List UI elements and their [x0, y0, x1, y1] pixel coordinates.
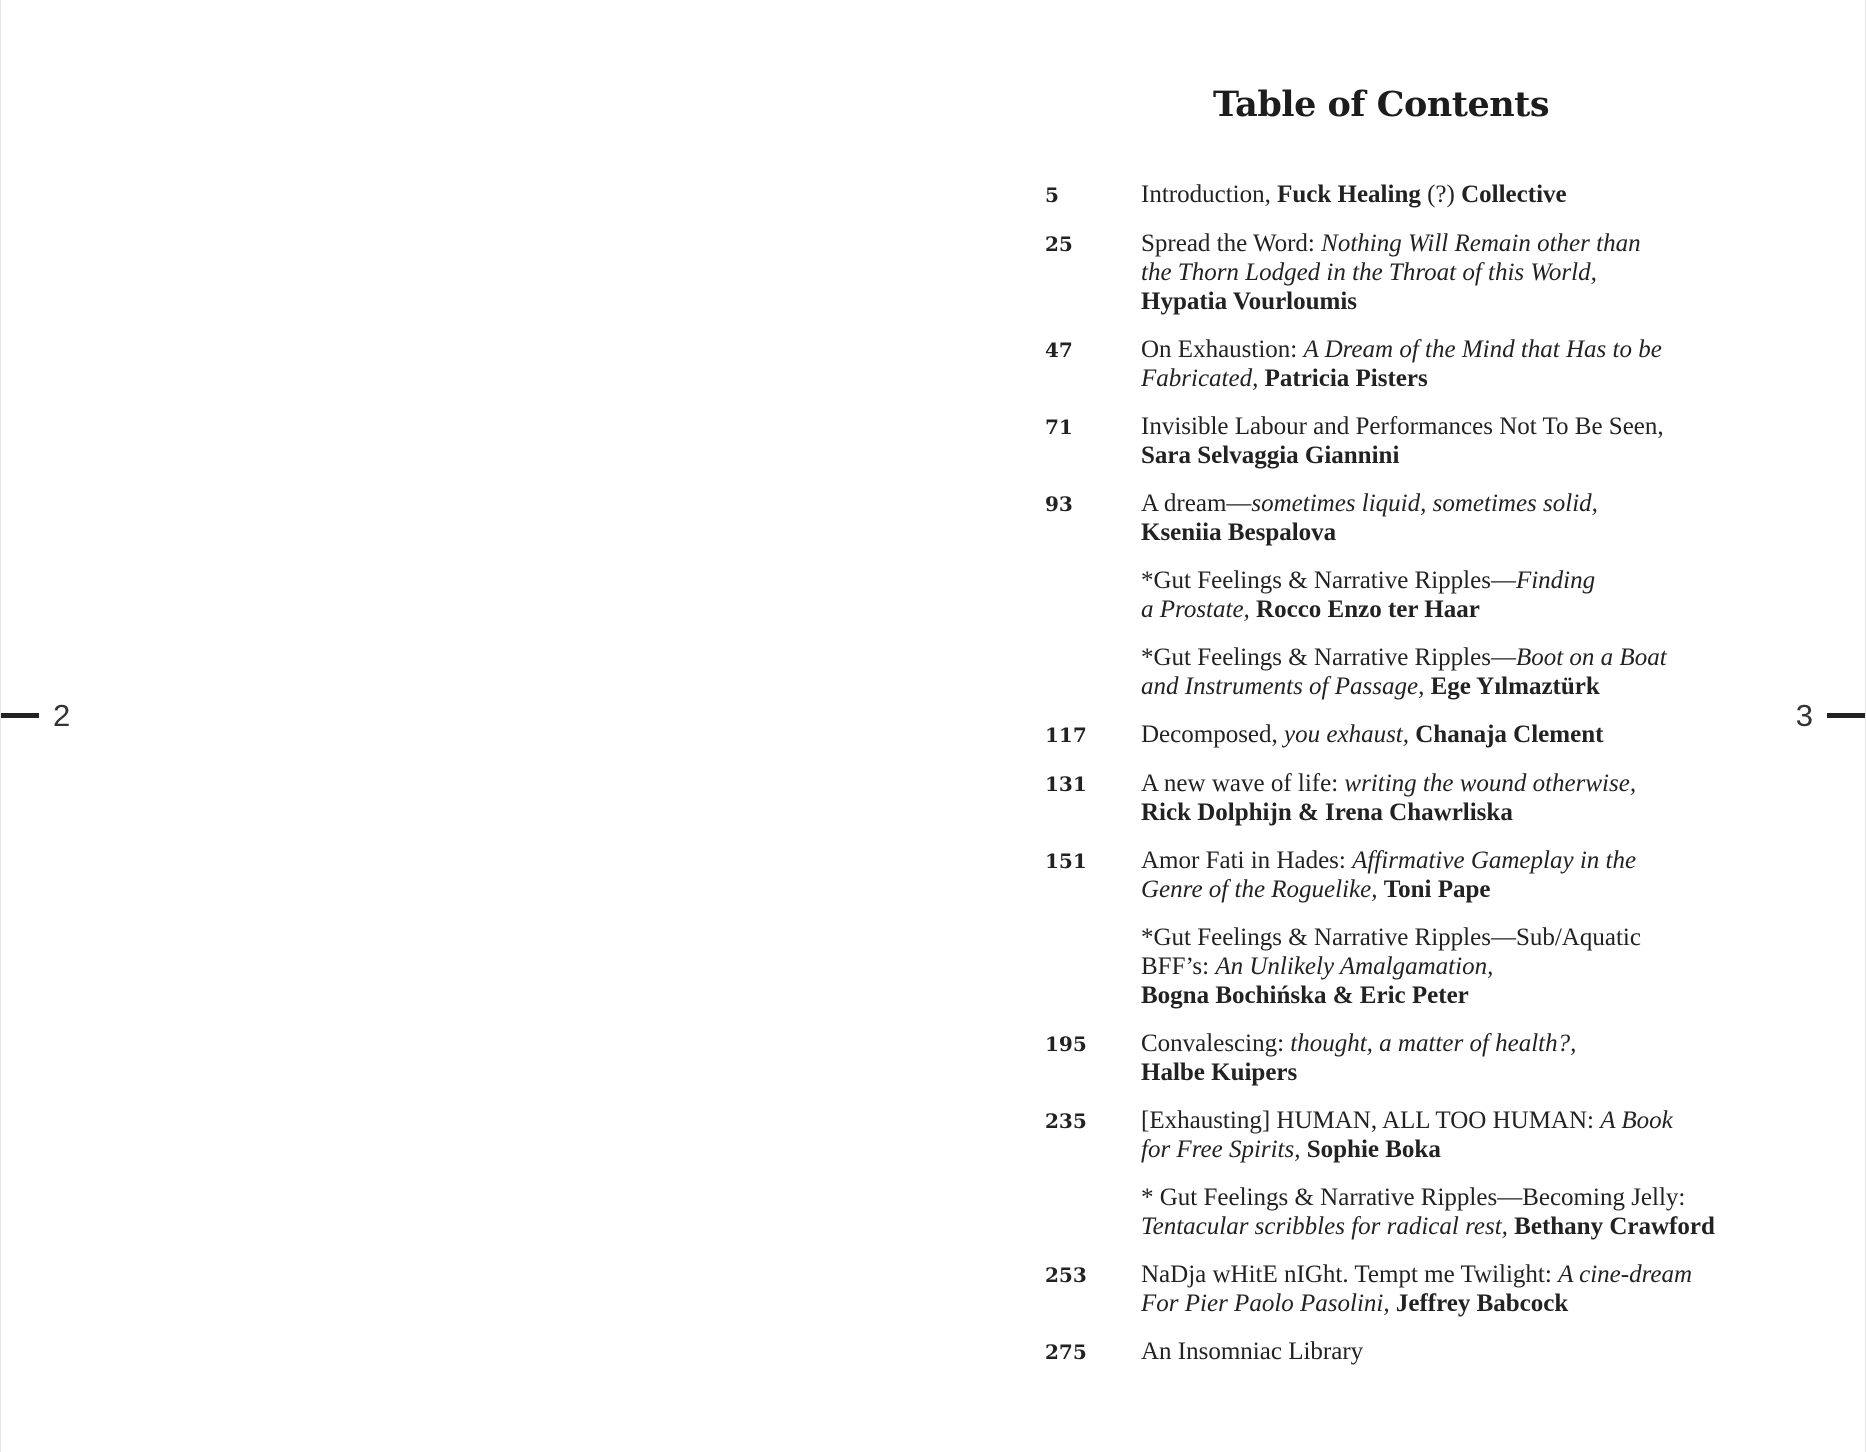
toc-title-text: A new wave of life:	[1141, 770, 1345, 797]
toc-subtitle: the Thorn Lodged in the Throat of this World,	[1141, 259, 1597, 286]
toc-author: Jeffrey Babcock	[1395, 1290, 1569, 1317]
toc-subtitle: Affirmative Gameplay in the	[1352, 847, 1637, 874]
toc-subtitle: For Pier Paolo Pasolini,	[1141, 1290, 1396, 1317]
toc-page-number: 117	[1045, 723, 1087, 747]
toc-subtitle: Boot on a Boat	[1515, 644, 1667, 671]
toc-author: Sara Selvaggia Giannini	[1141, 442, 1400, 469]
toc-entry[interactable]	[1045, 846, 1745, 904]
toc-entry-text	[1141, 720, 1745, 749]
toc-entry[interactable]	[1045, 1337, 1745, 1367]
toc-page-number	[1045, 1183, 1141, 1184]
toc-page-number: 93	[1045, 492, 1073, 516]
toc-page-number: 131	[1045, 772, 1087, 796]
toc-page-number	[1045, 643, 1141, 644]
left-page-folio	[1, 700, 70, 731]
toc-author: Chanaja Clement	[1415, 721, 1604, 748]
toc-entry[interactable]	[1045, 412, 1745, 470]
toc-entry-text	[1141, 566, 1745, 624]
toc-entry-line	[1141, 180, 1745, 209]
toc-title-text: * Gut Feelings & Narrative Ripples—Becoming Jelly:	[1141, 1184, 1686, 1211]
toc-title-text: [Exhausting] HUMAN, ALL TOO HUMAN:	[1141, 1107, 1601, 1134]
toc-page-number: 235	[1045, 1109, 1087, 1133]
toc-page-number: 5	[1045, 183, 1059, 207]
toc-author: Collective	[1461, 181, 1567, 208]
toc-entry[interactable]	[1045, 335, 1745, 393]
toc-entry-line	[1141, 923, 1745, 952]
toc-subtitle: A Book	[1600, 1107, 1673, 1134]
toc-entry-line	[1141, 981, 1745, 1010]
toc-subtitle: Fabricated,	[1141, 365, 1265, 392]
toc-entry-line	[1141, 672, 1745, 701]
toc-page-number: 253	[1045, 1263, 1087, 1287]
folio-dash-right	[1827, 713, 1865, 718]
toc-entry-line	[1141, 1260, 1745, 1289]
toc-subtitle: for Free Spirits,	[1141, 1136, 1307, 1163]
toc-title-text: Amor Fati in Hades:	[1141, 847, 1353, 874]
toc-subtitle: and Instruments of Passage,	[1141, 673, 1431, 700]
toc-entry-text	[1141, 846, 1745, 904]
toc-author: Bogna Bochińska & Eric Peter	[1141, 982, 1469, 1009]
toc-entry-line	[1141, 720, 1745, 749]
toc-subtitle: An Unlikely Amalgamation,	[1215, 953, 1494, 980]
toc-page-number: 275	[1045, 1340, 1087, 1364]
toc-entry-line	[1141, 229, 1745, 258]
toc-entry-line	[1141, 1135, 1745, 1164]
toc-title-text: *Gut Feelings & Narrative Ripples—	[1141, 644, 1516, 671]
toc-subtitle: writing the wound otherwise,	[1344, 770, 1637, 797]
toc-entry-line	[1141, 258, 1745, 287]
toc-title-text: On Exhaustion:	[1141, 336, 1304, 363]
toc-title-text: A dream—	[1141, 490, 1252, 517]
toc-entry-line	[1141, 846, 1745, 875]
toc-author: Halbe Kuipers	[1141, 1059, 1298, 1086]
toc-entry-text	[1141, 643, 1745, 701]
toc-entry-line	[1141, 1183, 1745, 1212]
toc-subtitle: Tentacular scribbles for radical rest,	[1141, 1213, 1515, 1240]
toc-title-text: *Gut Feelings & Narrative Ripples—	[1141, 567, 1516, 594]
page-title: Table of Contents	[1212, 84, 1550, 125]
toc-entry-line	[1141, 595, 1745, 624]
toc-entry[interactable]	[1045, 1029, 1745, 1087]
toc-title-text: NaDja wHitE nIGht. Tempt me Twilight:	[1141, 1261, 1559, 1288]
toc-author: Toni Pape	[1383, 876, 1491, 903]
toc-list	[1045, 180, 1745, 1386]
toc-subtitle: A cine-dream	[1558, 1261, 1693, 1288]
toc-title-text: Spread the Word:	[1141, 230, 1322, 257]
toc-entry-line	[1141, 287, 1745, 316]
toc-entry-line	[1141, 566, 1745, 595]
toc-entry-text	[1141, 769, 1745, 827]
toc-entry[interactable]	[1045, 1183, 1745, 1241]
toc-author: Hypatia Vourloumis	[1141, 288, 1358, 315]
toc-entry-line	[1141, 1337, 1745, 1366]
toc-page-number	[1045, 566, 1141, 567]
toc-entry-line	[1141, 441, 1745, 470]
toc-entry-text	[1141, 923, 1745, 1010]
left-page-number: 2	[53, 698, 71, 733]
toc-entry-line	[1141, 798, 1745, 827]
toc-author: Ege Yılmaztürk	[1430, 673, 1600, 700]
toc-entry-line	[1141, 364, 1745, 393]
folio-dash-left	[1, 713, 39, 718]
toc-page-number: 195	[1045, 1032, 1087, 1056]
toc-entry[interactable]	[1045, 769, 1745, 827]
toc-author: Patricia Pisters	[1264, 365, 1428, 392]
toc-author: Rocco Enzo ter Haar	[1256, 596, 1480, 623]
toc-subtitle: you exhaust,	[1284, 721, 1416, 748]
toc-entry-text	[1141, 412, 1745, 470]
toc-title-text: BFF’s:	[1141, 953, 1216, 980]
toc-entry-line	[1141, 643, 1745, 672]
toc-subtitle: sometimes liquid, sometimes solid,	[1251, 490, 1598, 517]
toc-entry[interactable]	[1045, 489, 1745, 547]
toc-entry[interactable]	[1045, 923, 1745, 1010]
toc-entry-text	[1141, 229, 1745, 316]
toc-page-number: 151	[1045, 849, 1087, 873]
toc-title-text: Decomposed,	[1141, 721, 1285, 748]
right-page-number: 3	[1795, 698, 1813, 733]
toc-entry-line	[1141, 412, 1745, 441]
toc-title-text: Introduction,	[1141, 181, 1278, 208]
toc-entry-text	[1141, 335, 1745, 393]
toc-title-text: An Insomniac Library	[1141, 1338, 1364, 1365]
toc-page-number: 25	[1045, 232, 1073, 256]
toc-title-text: *Gut Feelings & Narrative Ripples—Sub/Aquatic	[1141, 924, 1641, 951]
toc-subtitle: thought, a matter of health?,	[1290, 1030, 1577, 1057]
toc-entry-line	[1141, 518, 1745, 547]
toc-entry[interactable]	[1045, 643, 1745, 701]
toc-entry-line	[1141, 335, 1745, 364]
toc-page-number	[1045, 923, 1141, 924]
toc-entry-text	[1141, 1260, 1745, 1318]
toc-entry[interactable]	[1045, 720, 1745, 750]
toc-title-text: Convalescing:	[1141, 1030, 1291, 1057]
toc-title-text: Invisible Labour and Performances Not To Be Seen,	[1141, 413, 1664, 440]
toc-subtitle: Genre of the Roguelike,	[1141, 876, 1384, 903]
toc-entry-text	[1141, 180, 1745, 209]
toc-entry[interactable]	[1045, 229, 1745, 316]
toc-entry-text	[1141, 1106, 1745, 1164]
toc-author: Rick Dolphijn & Irena Chawrliska	[1141, 799, 1513, 826]
toc-entry[interactable]	[1045, 566, 1745, 624]
toc-entry-line	[1141, 952, 1745, 981]
toc-entry-line	[1141, 1029, 1745, 1058]
toc-entry-text	[1141, 1337, 1745, 1366]
toc-entry[interactable]	[1045, 1260, 1745, 1318]
right-page-folio	[1796, 700, 1865, 731]
toc-page-number: 47	[1045, 338, 1073, 362]
toc-author: Sophie Boka	[1306, 1136, 1441, 1163]
toc-entry[interactable]	[1045, 180, 1745, 210]
toc-entry-line	[1141, 875, 1745, 904]
toc-subtitle: a Prostate,	[1141, 596, 1257, 623]
toc-entry-line	[1141, 489, 1745, 518]
toc-entry-line	[1141, 1106, 1745, 1135]
toc-entry-line	[1141, 1212, 1745, 1241]
toc-author: Fuck Healing	[1277, 181, 1421, 208]
toc-entry-text	[1141, 1183, 1745, 1241]
toc-entry[interactable]	[1045, 1106, 1745, 1164]
toc-subtitle: A Dream of the Mind that Has to be	[1303, 336, 1662, 363]
toc-subtitle: Finding	[1515, 567, 1596, 594]
toc-entry-line	[1141, 1058, 1745, 1087]
toc-subtitle: Nothing Will Remain other than	[1321, 230, 1641, 257]
toc-entry-line	[1141, 1289, 1745, 1318]
toc-author: Kseniia Bespalova	[1141, 519, 1337, 546]
toc-title-text: (?)	[1420, 181, 1462, 208]
toc-entry-text	[1141, 489, 1745, 547]
toc-author: Bethany Crawford	[1514, 1213, 1715, 1240]
toc-entry-line	[1141, 769, 1745, 798]
toc-page-number: 71	[1045, 415, 1073, 439]
toc-entry-text	[1141, 1029, 1745, 1087]
